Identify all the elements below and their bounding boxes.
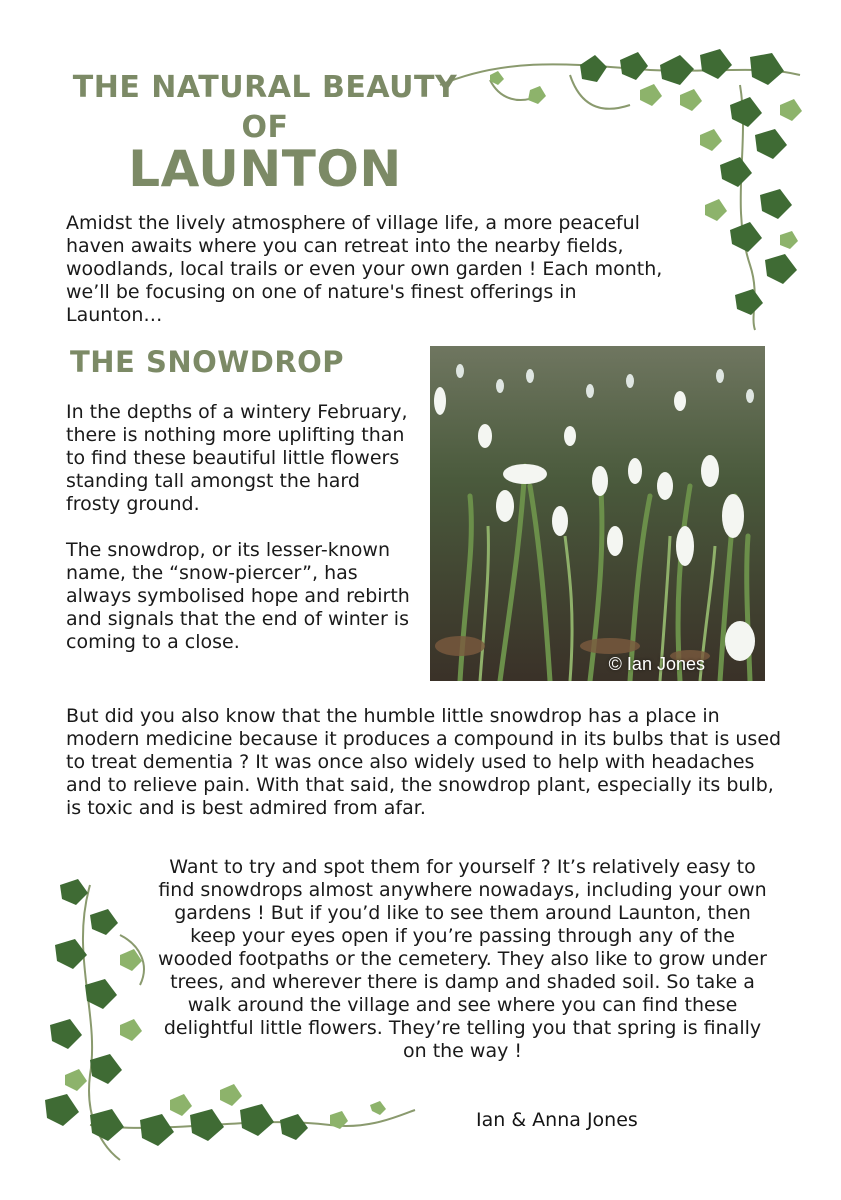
photo-credit: © Ian Jones [608, 654, 705, 674]
snowdrop-photo [430, 346, 765, 681]
paragraph-3: But did you also know that the humble little snowdrop has a place in modern medicine because it produces a compound in its bulbs that is used to treat dementia ? It was once also widely used to help with headaches and to relieve pain. With that said, the snowdrop plant, especially its bulb, is toxic and is best admired from afar. [66, 705, 782, 819]
snowdrop-illustration [430, 346, 765, 681]
paragraph-1: In the depths of a wintery February, there is nothing more uplifting than to find these beautiful little flowers standing tall amongst the hard frosty ground. [66, 401, 408, 515]
intro-paragraph: Amidst the lively atmosphere of village life, a more peaceful haven awaits where you can retreat into the nearby fields, woodlands, local trails or even your own garden ! Each month, we’ll be focusing on one of nature's finest offerings in Launton… [66, 212, 663, 326]
page-title-line-1: THE NATURAL BEAUTY [72, 70, 458, 105]
paragraph-2: The snowdrop, or its lesser-known name, the “snow-piercer”, has always symbolised hope and rebirth and signals that the end of winter is coming to a close. [66, 539, 410, 653]
page-title-line-3: LAUNTON [128, 140, 402, 198]
signature: Ian & Anna Jones [476, 1109, 638, 1131]
section-heading: THE SNOWDROP [70, 345, 345, 379]
page-title-line-2: OF [241, 110, 289, 145]
paragraph-4: Want to try and spot them for yourself ? It’s relatively easy to find snowdrops almost anywhere nowadays, including your own gardens ! But if you’d like to see them around Launton, then keep your eyes open if you’re passing through any of the wooded footpaths or the cemetery. They also like to grow under trees, and wherever there is damp and shaded soil. So take a walk around the village and see where you can find these delightful little flowers. They’re telling you that spring is finally on the way ! [158, 856, 767, 1062]
